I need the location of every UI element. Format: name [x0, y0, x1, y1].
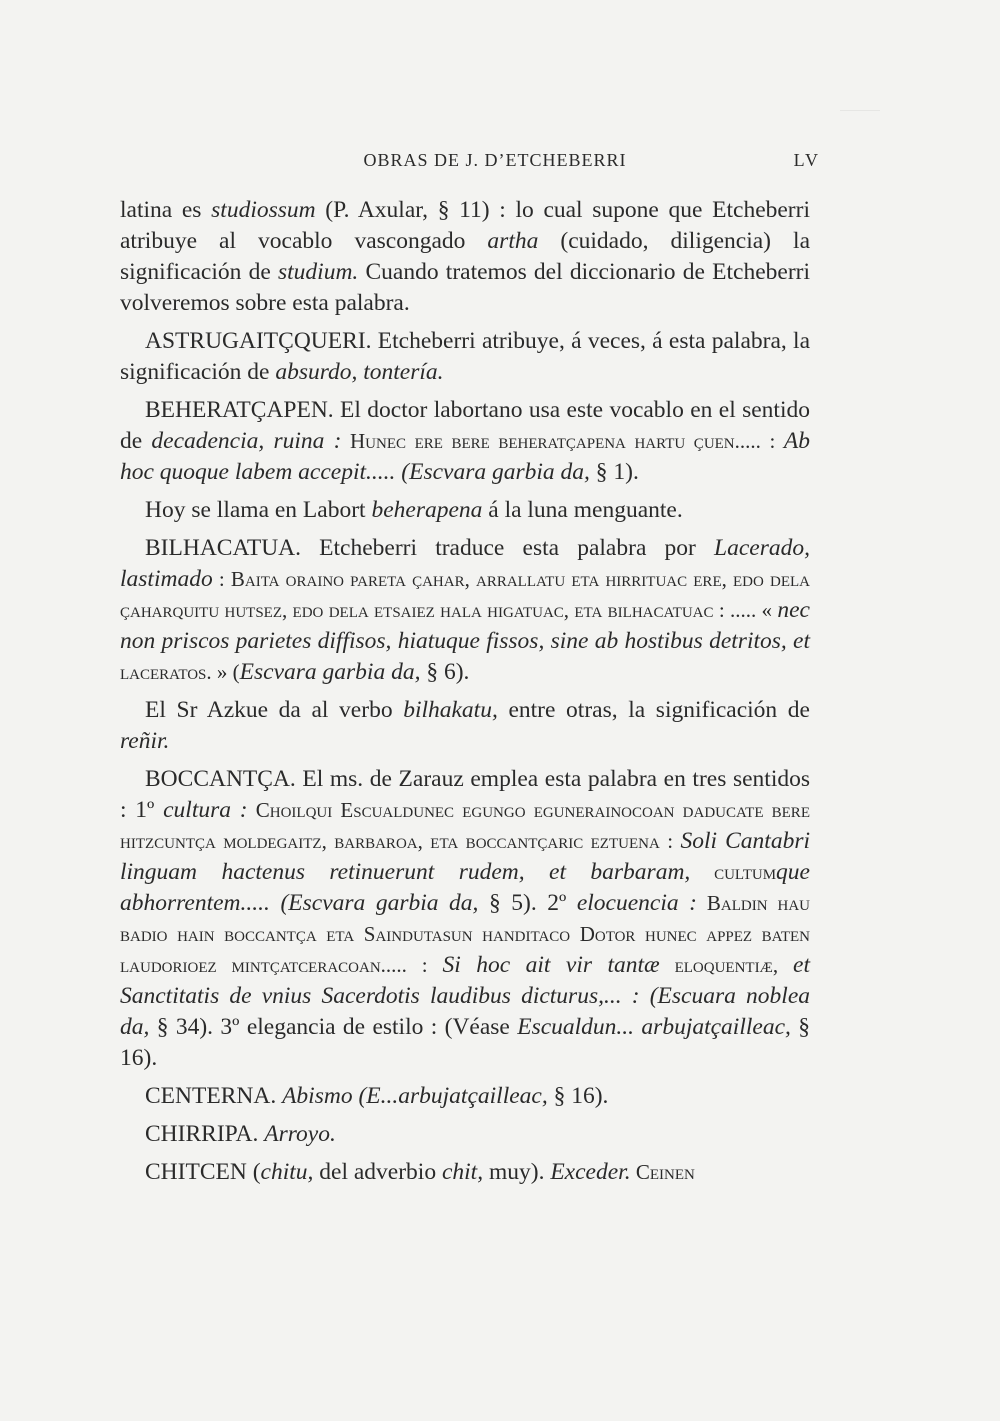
italic-text: artha — [487, 228, 539, 254]
italic-text: Soli Cantabri linguam hactenus retinuerunt rudem, et barbaram, — [120, 828, 810, 885]
paragraph-continuation — [120, 195, 810, 319]
text: muy). — [483, 1159, 551, 1185]
entry-beheratcapen — [120, 395, 810, 488]
italic-text: studiossum — [211, 197, 316, 223]
italic-text: studium. — [277, 259, 359, 285]
italic-text: decadencia, ruina : — [151, 428, 342, 454]
text: El Sr Azkue da al verbo — [145, 697, 404, 723]
paragraph-azkue — [120, 695, 810, 757]
text: § 16). — [547, 1083, 609, 1109]
italic-text: cultura : — [163, 797, 248, 823]
italic-text: reñir. — [120, 728, 170, 754]
text: entre otras, la significación de — [497, 697, 810, 723]
text: CHITCEN ( — [145, 1159, 261, 1185]
smallcaps-quote: laceratos. » ( — [120, 660, 240, 684]
entry-chirripa — [120, 1119, 810, 1150]
text: § 16). — [120, 1014, 811, 1071]
text: ASTRUGAITÇQUERI. Etcheberri atribuye, á veces, á esta palabra, la significación de — [120, 328, 810, 385]
page-number: LV — [793, 150, 820, 170]
text: CENTERNA. — [145, 1083, 283, 1109]
italic-text: et Sanctitatis de vnius Sacerdotis laudibus dicturus,... : (Escuara noblea da, — [120, 952, 810, 1040]
smallcaps-quote: eloquentiæ, — [659, 953, 794, 977]
entry-centerna — [120, 1081, 810, 1112]
entry-astrugaitcqueri — [120, 326, 810, 388]
smallcaps-quote: Hunec ere bere beheratçapena hartu çuen..... : — [341, 429, 784, 453]
text: Cuando tratemos del diccionario de Etcheberri volveremos sobre esta palabra. — [120, 259, 811, 316]
smallcaps-quote: Ceinen — [630, 1160, 695, 1184]
bleed-through-mark — [840, 110, 880, 131]
text: § 6). — [420, 659, 470, 685]
entry-boccantca — [120, 764, 810, 1074]
text: BEHERATÇAPEN. El doctor labortano usa este vocablo en el sentido de — [120, 397, 810, 454]
paragraph-labort — [120, 495, 810, 526]
italic-text: Escvara garbia da, — [239, 659, 421, 685]
smallcaps-quote: : Baita oraino pareta çahar, arrallatu eta hirrituac ere, edo dela çaharquitu hutsez, edo dela etsaiez hala higatuac, eta bilhacatuac : ..... « — [120, 567, 810, 622]
italic-text: beherapena — [371, 497, 483, 523]
smallcaps-quote: Choilqui Escualdunec egungo egunerainocoan daducate bere hitzcuntça moldegaitz, barbaroa, eta boccantçaric eztuena : — [120, 798, 810, 853]
text: (P. Axular, § 11) : lo cual supone que Etcheberri atribuye al vocablo vascongado — [120, 197, 810, 254]
running-title: OBRAS DE J. D’ETCHEBERRI — [363, 150, 627, 170]
text: § 34). 3º elegancia de estilo : (Véase — [149, 1014, 518, 1040]
text: BILHACATUA. Etcheberri traduce esta palabra por — [145, 535, 715, 561]
italic-text: Arroyo. — [264, 1121, 336, 1147]
entry-chitcen — [120, 1157, 810, 1188]
text: § 1). — [589, 459, 639, 485]
text: del adverbio — [313, 1159, 442, 1185]
text: BOCCANTÇA. El ms. de Zarauz emplea esta palabra en tres sentidos : 1º — [120, 766, 810, 823]
italic-text: absurdo, tontería. — [275, 359, 444, 385]
smallcaps-quote: cultum — [690, 860, 777, 884]
italic-text: Lacerado, lastimado — [120, 535, 810, 592]
italic-text: chit, — [441, 1159, 484, 1185]
italic-text: Escualdun... arbujatçailleac, — [517, 1014, 791, 1040]
text: latina es — [120, 197, 212, 223]
running-head — [120, 150, 820, 176]
text: á la luna menguante. — [482, 497, 683, 523]
italic-text: elocuencia : — [576, 890, 697, 916]
text: CHIRRIPA. — [145, 1121, 265, 1147]
italic-text: chitu, — [260, 1159, 314, 1185]
entry-bilhacatua — [120, 533, 810, 688]
italic-text: Exceder. — [550, 1159, 631, 1185]
body-text — [120, 195, 810, 1188]
italic-text: Ab hoc quoque labem accepit..... (Escvara garbia da, — [120, 428, 810, 485]
text: Hoy se llama en Labort — [145, 497, 372, 523]
text: (cuidado, diligencia) la significación de — [120, 228, 810, 285]
italic-text: Si hoc ait vir tantæ — [442, 952, 660, 978]
smallcaps-quote: Baldin hau badio hain boccantça eta Saindutasun handitaco Dotor hunec appez baten laudorioez mintçatceracoan..... : — [120, 891, 810, 977]
italic-text: que abhorrentem..... (Escvara garbia da, — [120, 859, 810, 916]
text: § 5). 2º — [478, 890, 577, 916]
italic-text: nec non priscos parietes diffisos, hiatuque fissos, sine ab hostibus detritos, et — [120, 597, 810, 654]
italic-text: bilhakatu, — [403, 697, 498, 723]
italic-text: Abismo (E...arbujatçailleac, — [282, 1083, 548, 1109]
